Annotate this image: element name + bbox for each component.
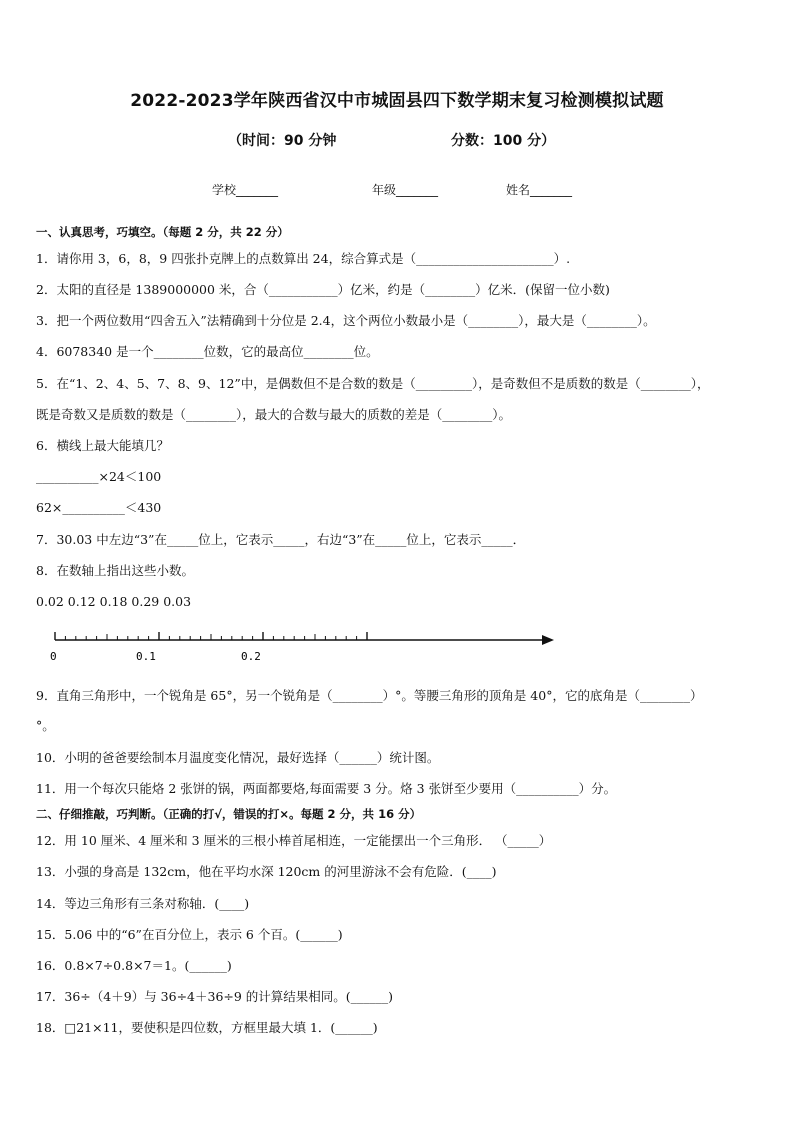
question-12: 12．用 10 厘米、4 厘米和 3 厘米的三根小棒首尾相连，一定能摆出一个三角形． （_____）: [36, 833, 552, 848]
question-16: 16．0.8×7÷0.8×7＝1。(______): [36, 958, 232, 973]
question-9-line-1: 9．直角三角形中，一个锐角是 65°，另一个锐角是（________）°。等腰三角形的顶角是 40°，它的底角是（________）: [36, 688, 703, 703]
question-18: 18．□21×11，要使积是四位数，方框里最大填 1．(______): [36, 1020, 378, 1035]
score-label: 分数：100 分）: [451, 133, 556, 149]
name-field: 姓名_______: [506, 183, 573, 197]
number-line-label-0.2: 0.2: [241, 650, 261, 663]
question-7: 7．30.03 中左边“3”在_____位上，它表示_____，右边“3”在_____位上，它表示_____．: [36, 532, 526, 547]
grade-field: 年级_______: [372, 183, 439, 197]
section-2-heading: 二、仔细推敲，巧判断。（正确的打√，错误的打×。每题 2 分，共 16 分）: [36, 807, 422, 821]
question-6b: 62×__________＜430: [36, 500, 162, 515]
question-4: 4．6078340 是一个________位数，它的最高位________位。: [36, 344, 379, 359]
question-15: 15．5.06 中的“6”在百分位上，表示 6 个百。(______): [36, 927, 343, 942]
question-5-line-1: 5．在“1、2、4、5、7、8、9、12”中，是偶数但不是合数的数是（_________），是奇数但不是质数的数是（________），: [36, 376, 710, 391]
question-8: 8．在数轴上指出这些小数。: [36, 563, 194, 578]
question-6a: __________×24＜100: [36, 469, 162, 484]
question-14: 14．等边三角形有三条对称轴．(____): [36, 896, 250, 911]
number-line-label-0: 0: [50, 650, 57, 663]
question-13: 13．小强的身高是 132cm，他在平均水深 120cm 的河里游泳不会有危险．(____): [36, 864, 497, 879]
number-line-label-0.1: 0.1: [136, 650, 156, 663]
question-1: 1．请你用 3，6，8，9 四张扑克牌上的点数算出 24，综合算式是（______________________）.: [36, 251, 571, 266]
number-line-ticks: [55, 632, 367, 640]
question-11: 11．用一个每次只能烙 2 张饼的锅，两面都要烙,每面需要 3 分。烙 3 张饼至少要用（__________）分。: [36, 781, 617, 796]
number-line-arrow: [542, 635, 554, 645]
school-field: 学校_______: [212, 183, 279, 197]
question-2: 2．太阳的直径是 1389000000 米，合（___________）亿米，约是（________）亿米．(保留一位小数): [36, 282, 610, 297]
time-label: （时间：90 分钟: [228, 133, 337, 149]
question-17: 17．36÷（4＋9）与 36÷4＋36÷9 的计算结果相同。(______): [36, 989, 394, 1004]
question-3: 3．把一个两位数用“四舍五入”法精确到十分位是 2.4，这个两位小数最小是（________），最大是（________）。: [36, 313, 656, 328]
page-title: 2022-2023学年陕西省汉中市城固县四下数学期末复习检测模拟试题: [130, 91, 664, 111]
question-9-line-2: °。: [36, 718, 55, 733]
question-6: 6．横线上最大能填几？: [36, 438, 169, 453]
question-8-values: 0.02 0.12 0.18 0.29 0.03: [36, 594, 192, 609]
number-line: [40, 622, 560, 666]
question-10: 10．小明的爸爸要绘制本月温度变化情况，最好选择（______）统计图。: [36, 750, 440, 765]
question-5-line-2: 既是奇数又是质数的数是（________），最大的合数与最大的质数的差是（________）。: [36, 407, 512, 422]
section-1-heading: 一、认真思考，巧填空。（每题 2 分，共 22 分）: [36, 225, 289, 239]
